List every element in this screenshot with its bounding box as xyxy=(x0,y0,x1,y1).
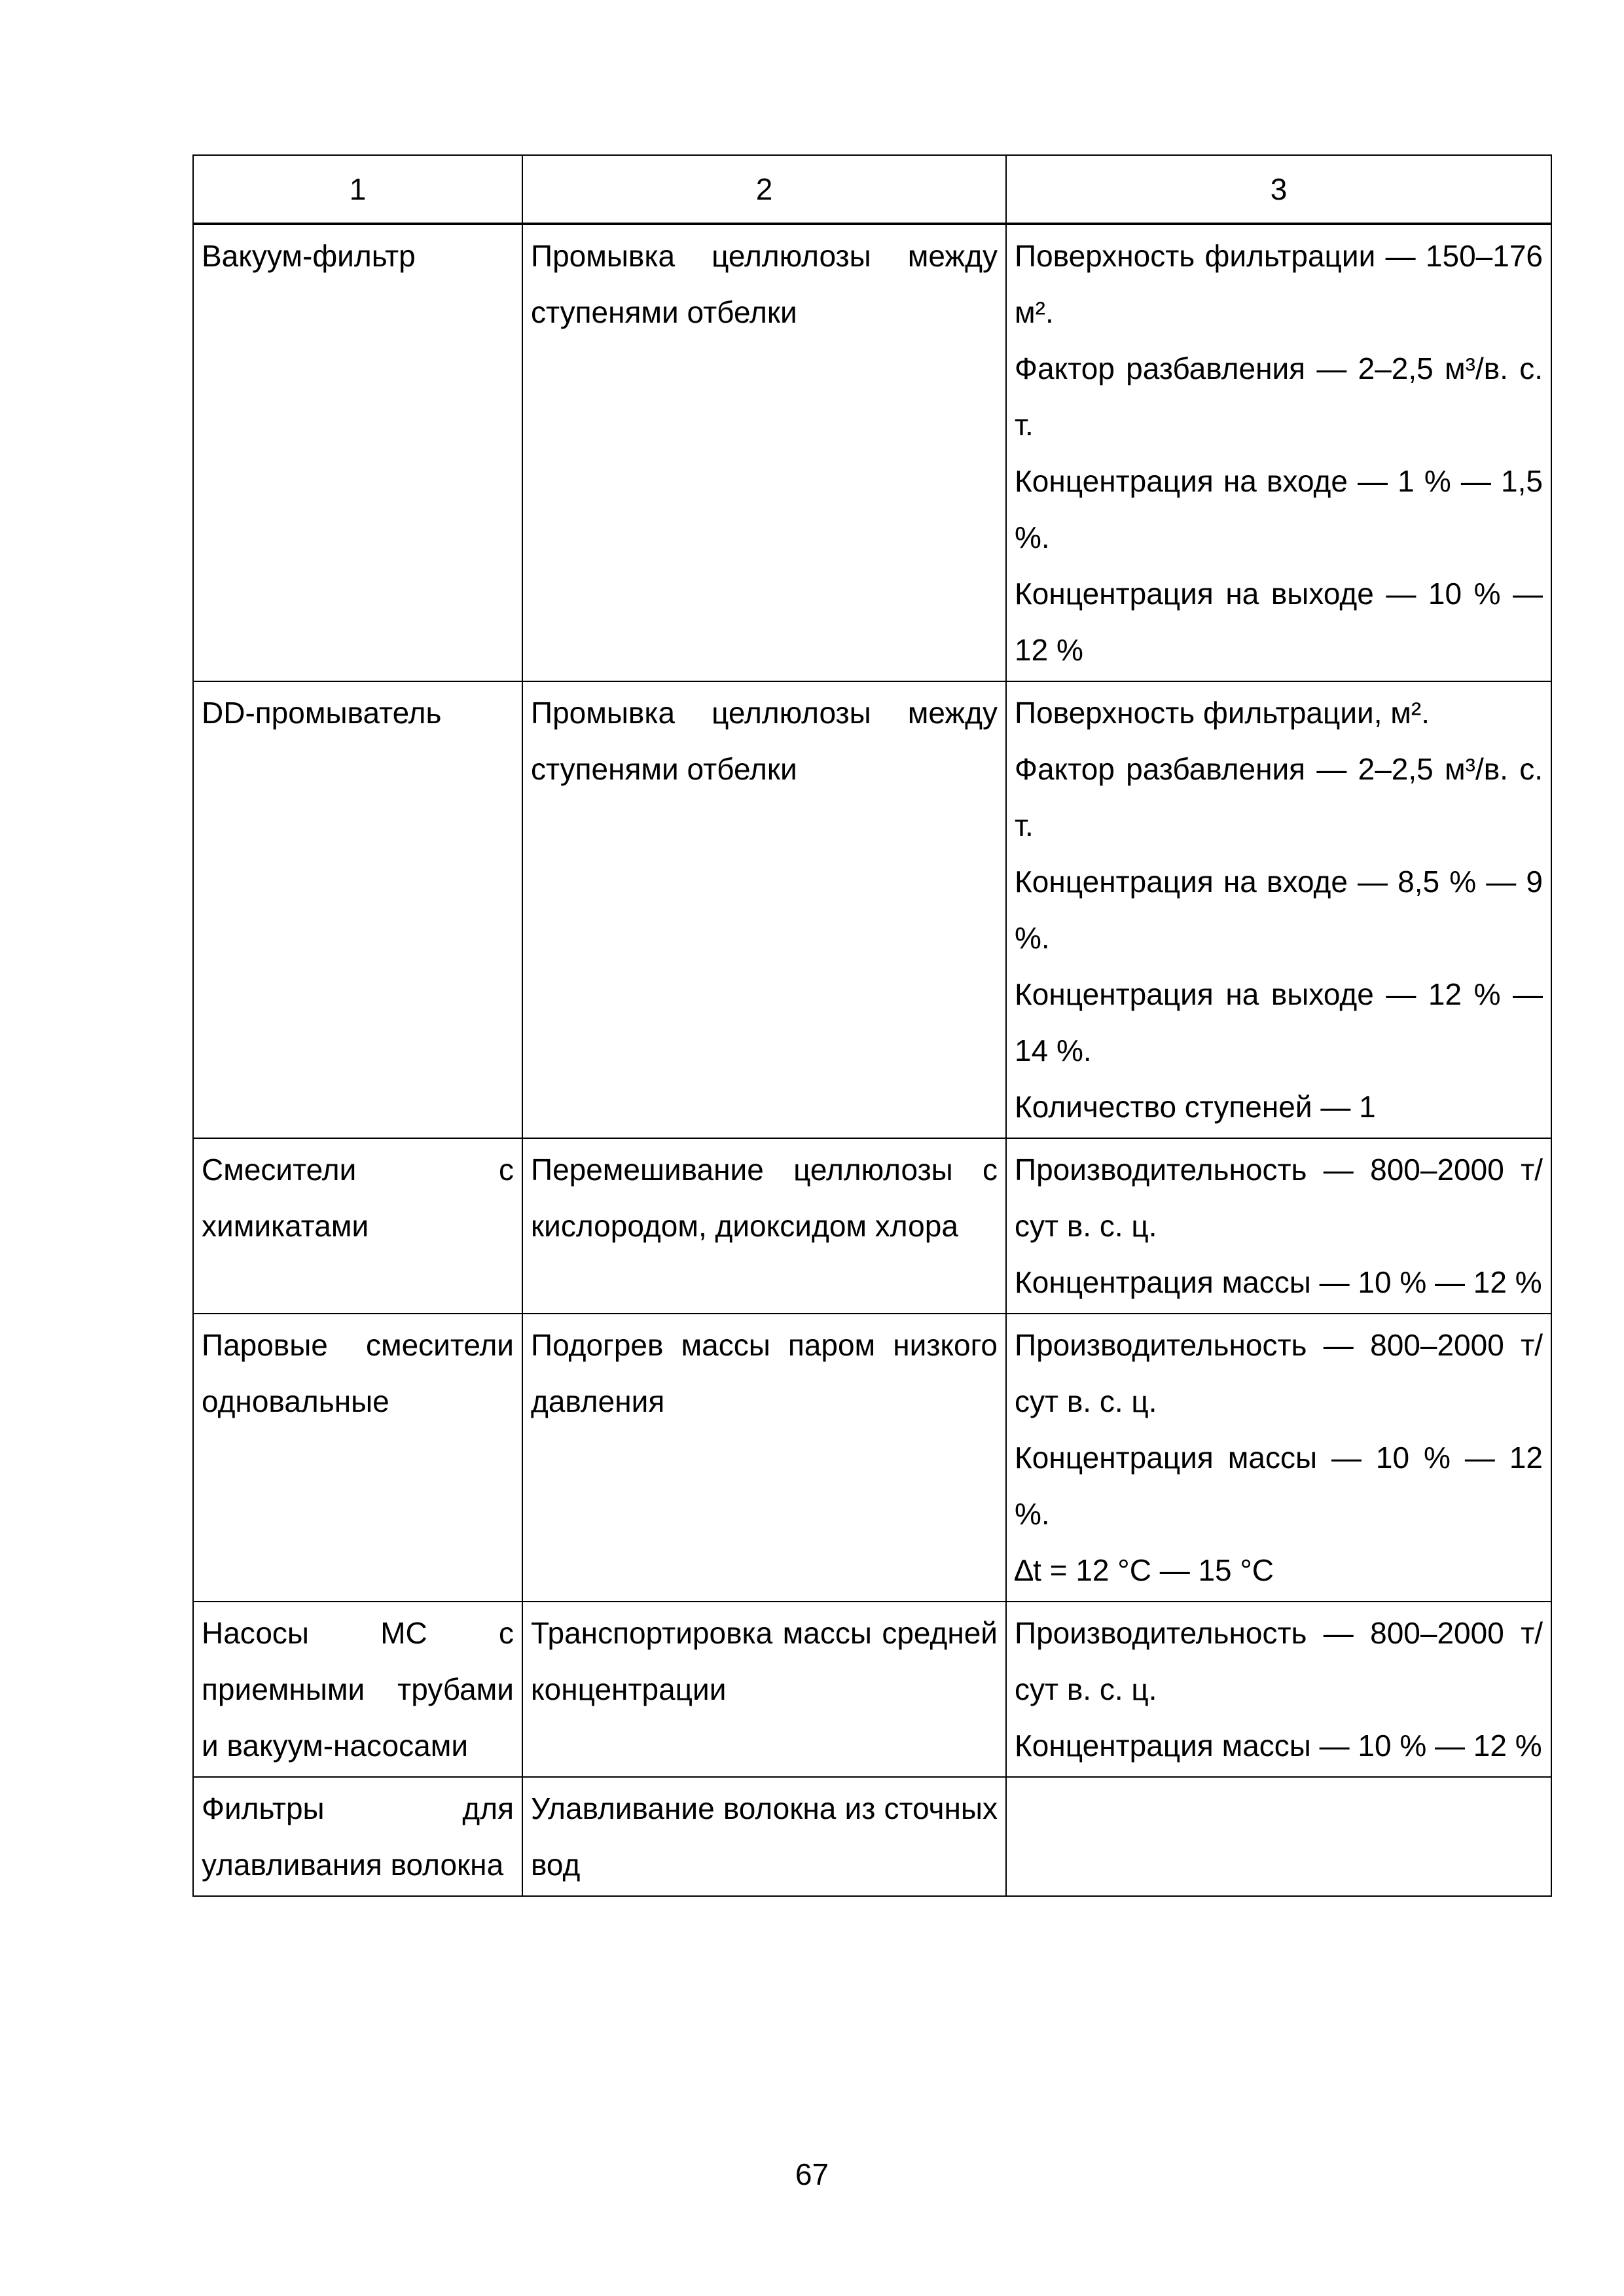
equipment-name-cell: Паровые смесители одновальные xyxy=(193,1314,522,1602)
spec-line: Концентрация на входе — 1 % — 1,5 %. xyxy=(1015,464,1543,554)
header-cell-3: 3 xyxy=(1006,155,1551,224)
purpose-cell: Подогрев массы паром низкого давления xyxy=(522,1314,1006,1602)
page-number: 67 xyxy=(795,2157,829,2191)
table-row xyxy=(193,1777,1551,1896)
purpose-cell: Промывка целлюлозы между ступенями отбелки xyxy=(522,224,1006,681)
spec-line: Производительность — 800–2000 т/сут в. с. ц. xyxy=(1015,1153,1543,1243)
table-row xyxy=(193,1602,1551,1777)
table-row xyxy=(193,224,1551,681)
spec-line: Концентрация на выходе — 12 % — 14 %. xyxy=(1015,977,1543,1067)
purpose-cell: Перемешивание целлюлозы с кислородом, диоксидом хлора xyxy=(522,1138,1006,1314)
table-row xyxy=(193,681,1551,1138)
specs-cell xyxy=(1006,1777,1551,1896)
equipment-name-cell: DD-промыватель xyxy=(193,681,522,1138)
spec-line: Производительность — 800–2000 т/сут в. с. ц. xyxy=(1015,1616,1543,1706)
equipment-name-cell: Насосы МС с приемными трубами и вакуум-насосами xyxy=(193,1602,522,1777)
spec-line: ∆t = 12 °C — 15 °C xyxy=(1015,1553,1274,1587)
specs-cell xyxy=(1006,1138,1551,1314)
table-row xyxy=(193,1314,1551,1602)
specs-cell xyxy=(1006,1314,1551,1602)
specs-cell xyxy=(1006,681,1551,1138)
spec-line: Концентрация массы — 10 % — 12 % xyxy=(1015,1265,1542,1299)
specs-cell xyxy=(1006,1602,1551,1777)
equipment-name-cell: Смесители с химикатами xyxy=(193,1138,522,1314)
spec-line: Концентрация массы — 10 % — 12 % xyxy=(1015,1729,1542,1763)
spec-line: Поверхность фильтрации — 150–176 м². xyxy=(1015,239,1543,329)
spec-line: Количество ступеней — 1 xyxy=(1015,1090,1376,1124)
table-header-row xyxy=(193,155,1551,224)
spec-line: Поверхность фильтрации, м². xyxy=(1015,696,1430,730)
specs-cell xyxy=(1006,224,1551,681)
spec-line: Концентрация на выходе — 10 % — 12 % xyxy=(1015,577,1543,667)
spec-line: Концентрация массы — 10 % — 12 %. xyxy=(1015,1441,1543,1531)
equipment-name-cell: Вакуум-фильтр xyxy=(193,224,522,681)
header-cell-1: 1 xyxy=(193,155,522,224)
purpose-cell: Улавливание волокна из сточных вод xyxy=(522,1777,1006,1896)
spec-line: Фактор разбавления — 2–2,5 м³/в. с. т. xyxy=(1015,752,1543,842)
equipment-table xyxy=(192,154,1552,1897)
purpose-cell: Промывка целлюлозы между ступенями отбелки xyxy=(522,681,1006,1138)
equipment-name-cell: Фильтры для улавливания волокна xyxy=(193,1777,522,1896)
spec-line: Производительность — 800–2000 т/сут в. с. ц. xyxy=(1015,1328,1543,1418)
spec-line: Концентрация на входе — 8,5 % — 9 %. xyxy=(1015,865,1543,955)
purpose-cell: Транспортировка массы средней концентрации xyxy=(522,1602,1006,1777)
table-row xyxy=(193,1138,1551,1314)
header-cell-2: 2 xyxy=(522,155,1006,224)
spec-line: Фактор разбавления — 2–2,5 м³/в. с. т. xyxy=(1015,351,1543,442)
table-body xyxy=(193,155,1551,1896)
